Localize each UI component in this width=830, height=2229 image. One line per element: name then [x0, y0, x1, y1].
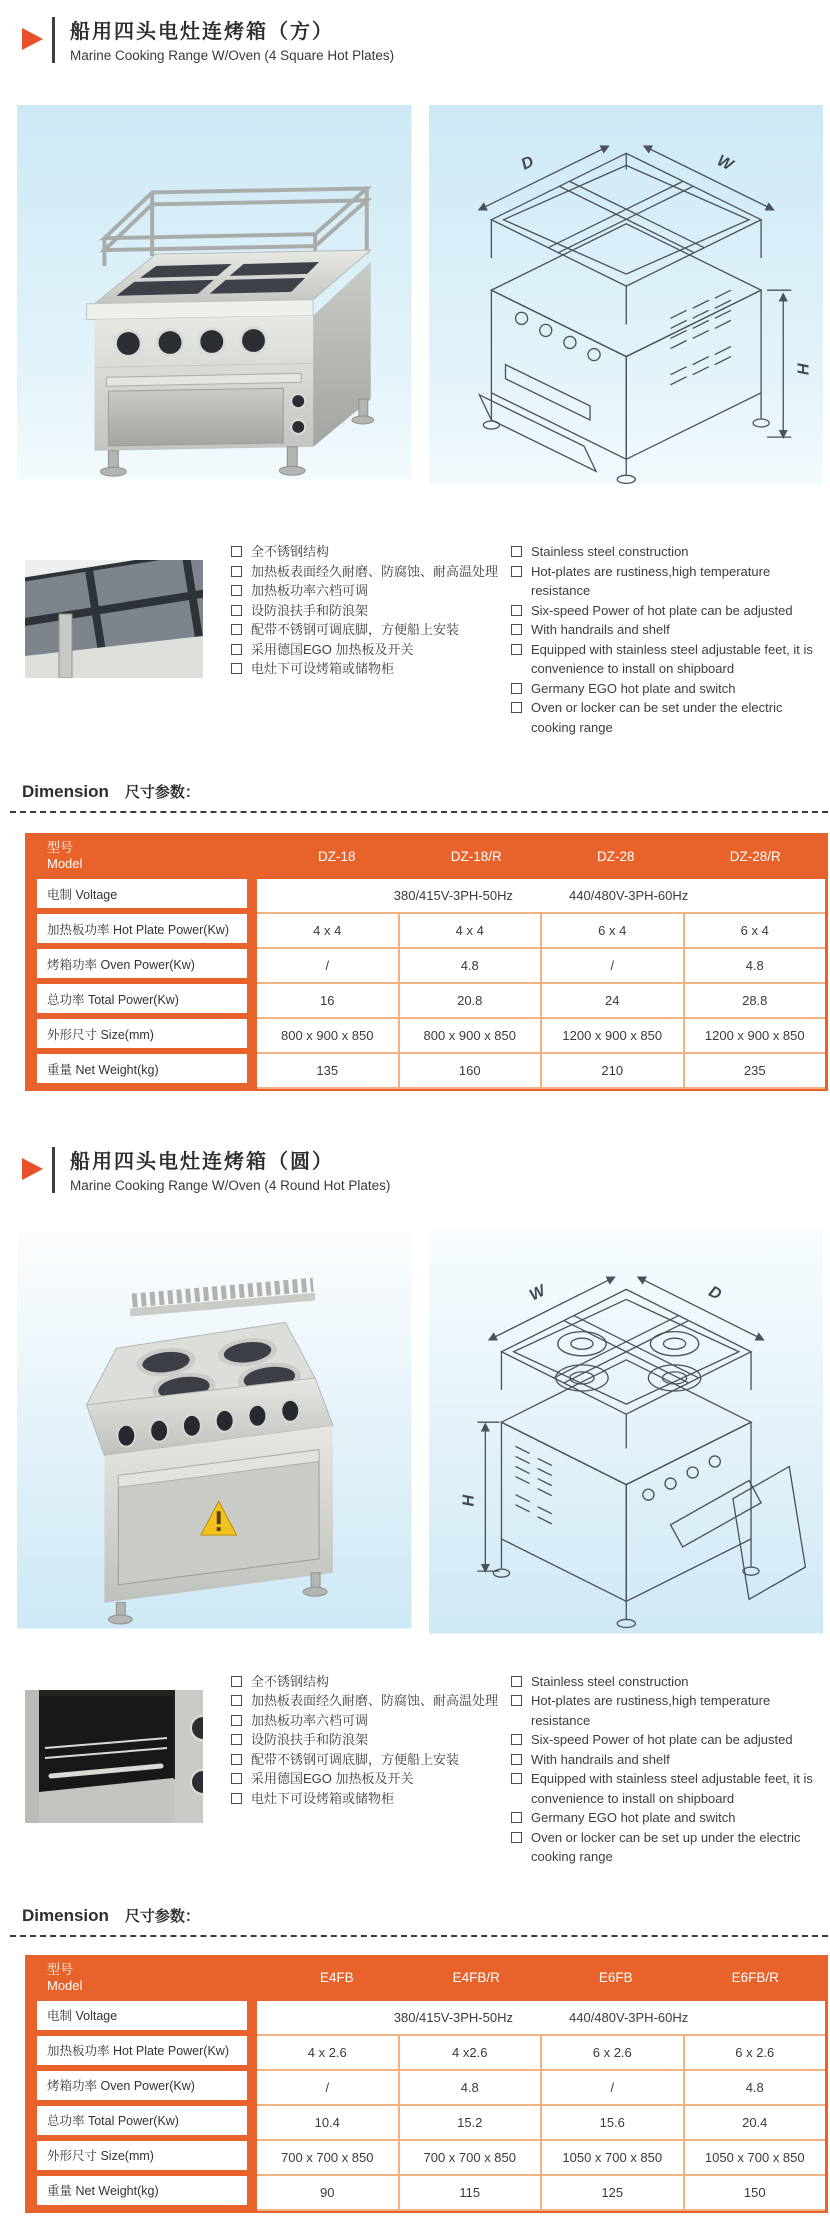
- checkbox-icon: [511, 644, 522, 655]
- spec-table-square: [25, 833, 828, 1091]
- feature-item: [231, 620, 503, 640]
- table-cell: 1050 x 700 x 850: [540, 2141, 683, 2174]
- model-name: DZ-28/R: [729, 848, 781, 864]
- feature-item: [231, 581, 503, 601]
- row-label: 外形尺寸 Size(mm): [37, 1019, 247, 1054]
- model-header-cell: [37, 1962, 257, 1994]
- checkbox-icon: [231, 546, 242, 557]
- feature-item: [511, 1750, 823, 1770]
- model-label-en: Model: [47, 856, 83, 872]
- table-cell: 15.6: [540, 2106, 683, 2139]
- table-cell: 6 x 2.6: [540, 2036, 683, 2069]
- checkbox-icon: [511, 702, 522, 713]
- feature-item: [231, 562, 503, 582]
- row-label: 总功率 Total Power(Kw): [37, 2106, 247, 2141]
- row-label: 重量 Net Weight(kg): [37, 1054, 247, 1089]
- features-list-zh: [231, 1672, 503, 1809]
- checkbox-icon: [511, 1773, 522, 1784]
- feature-text: 加热板表面经久耐磨、防腐蚀、耐高温处理: [251, 1693, 499, 1709]
- voltage-value: 440/480V-3PH-60Hz: [569, 888, 689, 904]
- table-header-row: [37, 1955, 825, 2001]
- page-bottom-margin: [0, 2213, 830, 2229]
- checkbox-icon: [511, 605, 522, 616]
- dim-label-left: D: [517, 152, 537, 174]
- checkbox-icon: [511, 566, 522, 577]
- dimension-drawing-round: [429, 1231, 824, 1634]
- feature-text: Oven or locker can be set up under the electric cooking range: [531, 1829, 801, 1865]
- table-cell: 160: [398, 1054, 541, 1087]
- table-cell: 24: [540, 984, 683, 1017]
- table-cell: /: [540, 2071, 683, 2104]
- section-title-en: Marine Cooking Range W/Oven (4 Round Hot Plates): [70, 1178, 391, 1194]
- model-label-en: Model: [47, 1977, 83, 1993]
- table-row-hot-plate-power: [37, 2036, 825, 2071]
- feature-item: [511, 698, 823, 737]
- table-cell: 700 x 700 x 850: [280, 2149, 374, 2165]
- table-header-row: [37, 833, 825, 879]
- feature-text: Stainless steel construction: [531, 544, 689, 560]
- feature-item: [231, 1750, 503, 1770]
- feature-item: [231, 1730, 503, 1750]
- feature-text: 配带不锈钢可调底脚，方便船上安装: [251, 1751, 460, 1767]
- features-list-zh: [231, 542, 503, 679]
- table-cell: 4 x 4: [398, 914, 541, 947]
- oven-door: [108, 388, 283, 446]
- section-arrow-icon: [22, 28, 43, 50]
- feature-item: [231, 1789, 503, 1809]
- feature-text: 设防浪扶手和防浪架: [251, 1732, 369, 1748]
- checkbox-icon: [511, 1676, 522, 1687]
- section-title-zh: 船用四头电灶连烤箱（圆）: [70, 1151, 334, 1174]
- table-cell: 20.8: [398, 984, 541, 1017]
- feature-item: [231, 601, 503, 621]
- dimension-heading: [10, 781, 828, 813]
- feature-text: Six-speed Power of hot plate can be adjusted: [531, 1732, 793, 1748]
- feature-text: Equipped with stainless steel adjustable feet, it is convenience to install on shipboard: [531, 641, 813, 677]
- checkbox-icon: [231, 663, 242, 674]
- table-cell: /: [325, 2079, 330, 2095]
- table-cell: 6 x 4: [540, 914, 683, 947]
- feature-item: [511, 542, 823, 562]
- checkbox-icon: [231, 624, 242, 635]
- feature-item: [511, 1730, 823, 1750]
- table-cell: 4 x2.6: [398, 2036, 541, 2069]
- table-row-size: [37, 1019, 825, 1054]
- checkbox-icon: [231, 1695, 242, 1706]
- product-photo-round-illustration: [17, 1231, 412, 1628]
- table-row-oven-power: [37, 2071, 825, 2106]
- feature-item: [511, 1808, 823, 1828]
- table-cell: 1200 x 900 x 850: [540, 1019, 683, 1052]
- table-cell: 28.8: [683, 984, 826, 1017]
- row-label: 电制 Voltage: [37, 2001, 247, 2036]
- dim-label-height: H: [458, 1495, 477, 1507]
- checkbox-icon: [231, 1734, 242, 1745]
- checkbox-icon: [511, 1734, 522, 1745]
- table-cell: 4 x 4: [313, 923, 342, 939]
- table-cell: 125: [540, 2176, 683, 2209]
- section-titles: [70, 15, 394, 63]
- voltage-value: 440/480V-3PH-60Hz: [569, 2009, 689, 2025]
- feature-item: [511, 1672, 823, 1692]
- table-row-voltage: [37, 879, 825, 914]
- feature-item: [511, 640, 823, 679]
- product-photo-round: [17, 1231, 412, 1634]
- dimension-drawing-round-illustration: [429, 1231, 824, 1634]
- table-cell: 700 x 700 x 850: [398, 2141, 541, 2174]
- table-cell: 4.8: [683, 2071, 826, 2104]
- feature-text: Germany EGO hot plate and switch: [531, 680, 736, 696]
- feature-text: 电灶下可设烤箱或储物柜: [251, 661, 395, 677]
- table-cell: /: [325, 958, 330, 974]
- dim-label-right: D: [705, 1282, 724, 1305]
- section-header-round: [0, 1091, 830, 1193]
- feature-item: [511, 1769, 823, 1808]
- checkbox-icon: [511, 1695, 522, 1706]
- checkbox-icon: [231, 1715, 242, 1726]
- table-cell: 4 x 2.6: [307, 2044, 347, 2060]
- checkbox-icon: [231, 585, 242, 596]
- feature-text: Hot-plates are rustiness,high temperature resistance: [531, 1693, 771, 1728]
- title-divider: [52, 1147, 55, 1193]
- table-row-total-power: [37, 984, 825, 1019]
- checkbox-icon: [231, 1793, 242, 1804]
- feature-item: [511, 601, 823, 621]
- feature-item: [511, 1828, 823, 1867]
- feature-text: Germany EGO hot plate and switch: [531, 1810, 736, 1826]
- table-cell: 4.8: [398, 2071, 541, 2104]
- voltage-values: [257, 2001, 825, 2034]
- row-label: 加热板功率 Hot Plate Power(Kw): [37, 2036, 247, 2071]
- table-cell: 16: [320, 993, 335, 1009]
- table-row-hot-plate-power: [37, 914, 825, 949]
- feature-text: 加热板功率六档可调: [251, 1712, 369, 1728]
- table-cell: 6 x 2.6: [683, 2036, 826, 2069]
- row-label: 烤箱功率 Oven Power(Kw): [37, 2071, 247, 2106]
- table-cell: 115: [398, 2176, 541, 2209]
- checkbox-icon: [231, 1676, 242, 1687]
- feature-text: 全不锈钢结构: [251, 544, 330, 560]
- feature-item: [231, 640, 503, 660]
- features-list-en: [511, 542, 823, 737]
- feature-text: With handrails and shelf: [531, 622, 670, 638]
- table-cell: 150: [683, 2176, 826, 2209]
- checkbox-icon: [231, 644, 242, 655]
- dimension-label-en: Dimension: [22, 1905, 109, 1925]
- model-name: E6FB: [598, 1970, 633, 1986]
- product-photo-square-illustration: [17, 105, 412, 480]
- voltage-values: [257, 879, 825, 912]
- model-name: E4FB/R: [452, 1970, 500, 1986]
- model-name: E6FB/R: [731, 1970, 779, 1986]
- feature-text: Stainless steel construction: [531, 1673, 689, 1689]
- model-header-cell: [37, 840, 257, 872]
- table-row-size: [37, 2141, 825, 2176]
- features-row-square: [0, 542, 830, 737]
- feature-item: [511, 620, 823, 640]
- dimension-drawing-square: [429, 105, 824, 484]
- product-images-round: [17, 1231, 823, 1634]
- section-title-en: Marine Cooking Range W/Oven (4 Square Hot Plates): [70, 48, 395, 63]
- feature-item: [231, 1711, 503, 1731]
- checkbox-icon: [231, 1773, 242, 1784]
- dimension-heading: [10, 1905, 828, 1937]
- checkbox-icon: [511, 546, 522, 557]
- feature-item: [231, 1769, 503, 1789]
- table-cell: 90: [320, 2184, 335, 2200]
- row-label: 外形尺寸 Size(mm): [37, 2141, 247, 2176]
- checkbox-icon: [511, 1754, 522, 1765]
- voltage-value: 380/415V-3PH-50Hz: [393, 888, 513, 904]
- section-title-zh: 船用四头电灶连烤箱（方）: [70, 21, 334, 43]
- feature-item: [231, 542, 503, 562]
- detail-photo-oven-interior: [25, 1690, 203, 1823]
- dim-label-left: W: [526, 1281, 548, 1305]
- product-images-square: [17, 105, 823, 484]
- row-label: 总功率 Total Power(Kw): [37, 984, 247, 1019]
- feature-text: 采用德国EGO 加热板及开关: [251, 641, 414, 657]
- section-titles: [70, 1145, 390, 1193]
- table-row-total-power: [37, 2106, 825, 2141]
- table-cell: /: [540, 949, 683, 982]
- detail-photo-hotplates: [25, 560, 203, 678]
- checkbox-icon: [511, 1832, 522, 1843]
- table-cell: 800 x 900 x 850: [398, 1019, 541, 1052]
- section-header-square: [0, 0, 830, 63]
- table-cell: 4.8: [398, 949, 541, 982]
- checkbox-icon: [231, 605, 242, 616]
- table-cell: 20.4: [683, 2106, 826, 2139]
- feature-item: [511, 1691, 823, 1730]
- table-cell: 800 x 900 x 850: [280, 1028, 374, 1044]
- voltage-value: 380/415V-3PH-50Hz: [393, 2009, 513, 2025]
- features-row-round: [0, 1672, 830, 1867]
- oven-interior-illustration: [25, 1690, 203, 1823]
- feature-text: Six-speed Power of hot plate can be adjusted: [531, 602, 793, 618]
- table-cell: 15.2: [398, 2106, 541, 2139]
- feature-text: 采用德国EGO 加热板及开关: [251, 1771, 414, 1787]
- row-label: 电制 Voltage: [37, 879, 247, 914]
- table-cell: 1200 x 900 x 850: [683, 1019, 826, 1052]
- feature-text: Hot-plates are rustiness,high temperature resistance: [531, 563, 771, 599]
- feature-item: [231, 1672, 503, 1692]
- title-divider: [52, 17, 55, 63]
- dimension-label-zh: 尺寸参数：: [124, 784, 200, 802]
- feature-text: 加热板功率六档可调: [251, 583, 369, 599]
- model-label-zh: 型号: [47, 1961, 74, 1977]
- section-arrow-icon: [22, 1158, 43, 1180]
- model-name: E4FB: [319, 1970, 354, 1986]
- checkbox-icon: [511, 624, 522, 635]
- product-photo-square: [17, 105, 412, 484]
- features-list-en: [511, 1672, 823, 1867]
- dimension-drawing-square-illustration: [429, 105, 824, 484]
- feature-item: [511, 679, 823, 699]
- table-row-net-weight: [37, 1054, 825, 1089]
- feature-text: 配带不锈钢可调底脚，方便船上安装: [251, 622, 460, 638]
- feature-text: 电灶下可设烤箱或储物柜: [251, 1790, 395, 1806]
- row-label: 烤箱功率 Oven Power(Kw): [37, 949, 247, 984]
- spec-table-round: [25, 1955, 828, 2213]
- table-cell: 135: [316, 1063, 339, 1079]
- dim-label-right: W: [713, 151, 736, 175]
- feature-item: [231, 1691, 503, 1711]
- row-label: 加热板功率 Hot Plate Power(Kw): [37, 914, 247, 949]
- feature-text: With handrails and shelf: [531, 1751, 670, 1767]
- table-cell: 210: [540, 1054, 683, 1087]
- table-row-voltage: [37, 2001, 825, 2036]
- model-name: DZ-28: [596, 848, 635, 864]
- dim-label-height: H: [792, 362, 811, 375]
- table-row-oven-power: [37, 949, 825, 984]
- checkbox-icon: [231, 566, 242, 577]
- feature-text: 设防浪扶手和防浪架: [251, 602, 369, 618]
- hotplate-closeup-illustration: [25, 560, 203, 678]
- row-label: 重量 Net Weight(kg): [37, 2176, 247, 2211]
- checkbox-icon: [511, 1812, 522, 1823]
- dimension-label-en: Dimension: [22, 782, 109, 802]
- feature-text: 加热板表面经久耐磨、防腐蚀、耐高温处理: [251, 563, 499, 579]
- table-cell: 6 x 4: [683, 914, 826, 947]
- checkbox-icon: [231, 1754, 242, 1765]
- feature-item: [511, 562, 823, 601]
- model-name: DZ-18/R: [450, 848, 502, 864]
- checkbox-icon: [511, 683, 522, 694]
- model-name: DZ-18: [317, 848, 356, 864]
- table-cell: 235: [683, 1054, 826, 1087]
- feature-text: 全不锈钢结构: [251, 1673, 330, 1689]
- table-cell: 1050 x 700 x 850: [683, 2141, 826, 2174]
- feature-text: Oven or locker can be set under the electric cooking range: [531, 700, 783, 735]
- table-cell: 10.4: [314, 2114, 340, 2130]
- feature-text: Equipped with stainless steel adjustable feet, it is convenience to install on shipboard: [531, 1771, 813, 1806]
- table-cell: 4.8: [683, 949, 826, 982]
- feature-item: [231, 659, 503, 679]
- dimension-label-zh: 尺寸参数：: [124, 1907, 200, 1925]
- model-label-zh: 型号: [47, 840, 74, 856]
